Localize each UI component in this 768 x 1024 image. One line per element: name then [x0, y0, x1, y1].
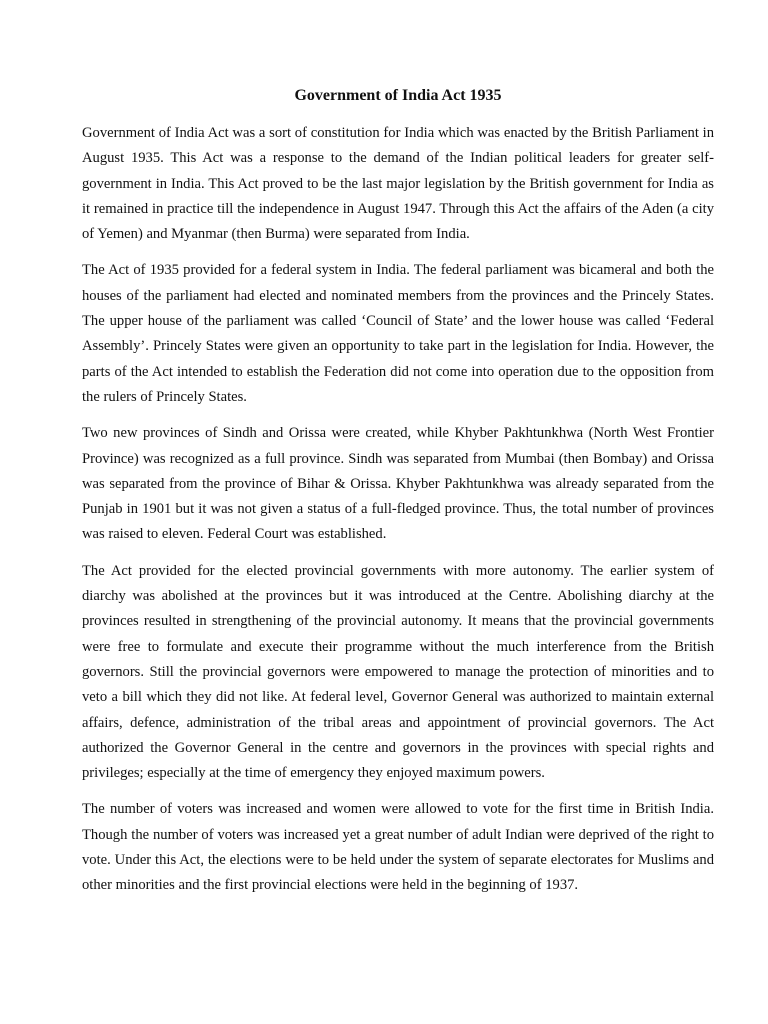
page-title: Government of India Act 1935: [294, 87, 502, 104]
paragraph-3: Two new provinces of Sindh and Orissa were created, while Khyber Pakhtunkhwa (North West Frontier Province) was recognized as a full province. Sindh was separated from Mumbai (then Bombay) and Orissa was separated from the province of Bihar & Orissa. Khyber Pakhtunkhwa was already separated from the Punjab in 1901 but it was not given a status of a full-fledged province. Thus, the total number of provinces was raised to eleven. Federal Court was established.: [82, 425, 714, 543]
paragraph-4: The Act provided for the elected provincial governments with more autonomy. The earlier system of diarchy was abolished at the provinces but it was introduced at the Centre. Abolishing diarchy at the provinces resulted in strengthening of the provincial autonomy. It means that the provincial governments were free to formulate and execute their programme without the much interference from the British governors. Still the provincial governors were empowered to manage the protection of minorities and to veto a bill which they did not like. At federal level, Governor General was authorized to maintain external affairs, defence, administration of the tribal areas and appointment of provincial governors. The Act authorized the Governor General in the centre and governors in the provinces with special rights and privileges; especially at the time of emergency they enjoyed maximum powers.: [82, 562, 714, 782]
paragraph-1: Government of India Act was a sort of constitution for India which was enacted by the British Parliament in August 1935. This Act was a response to the demand of the Indian political leaders for greater self-government in India. This Act proved to be the last major legislation by the British government for India as it remained in practice till the independence in August 1947. Through this Act the affairs of the Aden (a city of Yemen) and Myanmar (then Burma) were separated from India.: [82, 125, 714, 243]
paragraph-5: The number of voters was increased and women were allowed to vote for the first time in British India. Though the number of voters was increased yet a great number of adult Indian were deprived of the right to vote. Under this Act, the elections were to be held under the system of separate electorates for Muslims and other minorities and the first provincial elections were held in the beginning of 1937.: [82, 801, 714, 894]
paragraph-2: The Act of 1935 provided for a federal system in India. The federal parliament was bicameral and both the houses of the parliament had elected and nominated members from the provinces and the Princely States. The upper house of the parliament was called ‘Council of State’ and the lower house was called ‘Federal Assembly’. Princely States were given an opportunity to take part in the legislation for India. However, the parts of the Act intended to establish the Federation did not come into operation due to the opposition from the rulers of Princely States.: [82, 262, 714, 405]
